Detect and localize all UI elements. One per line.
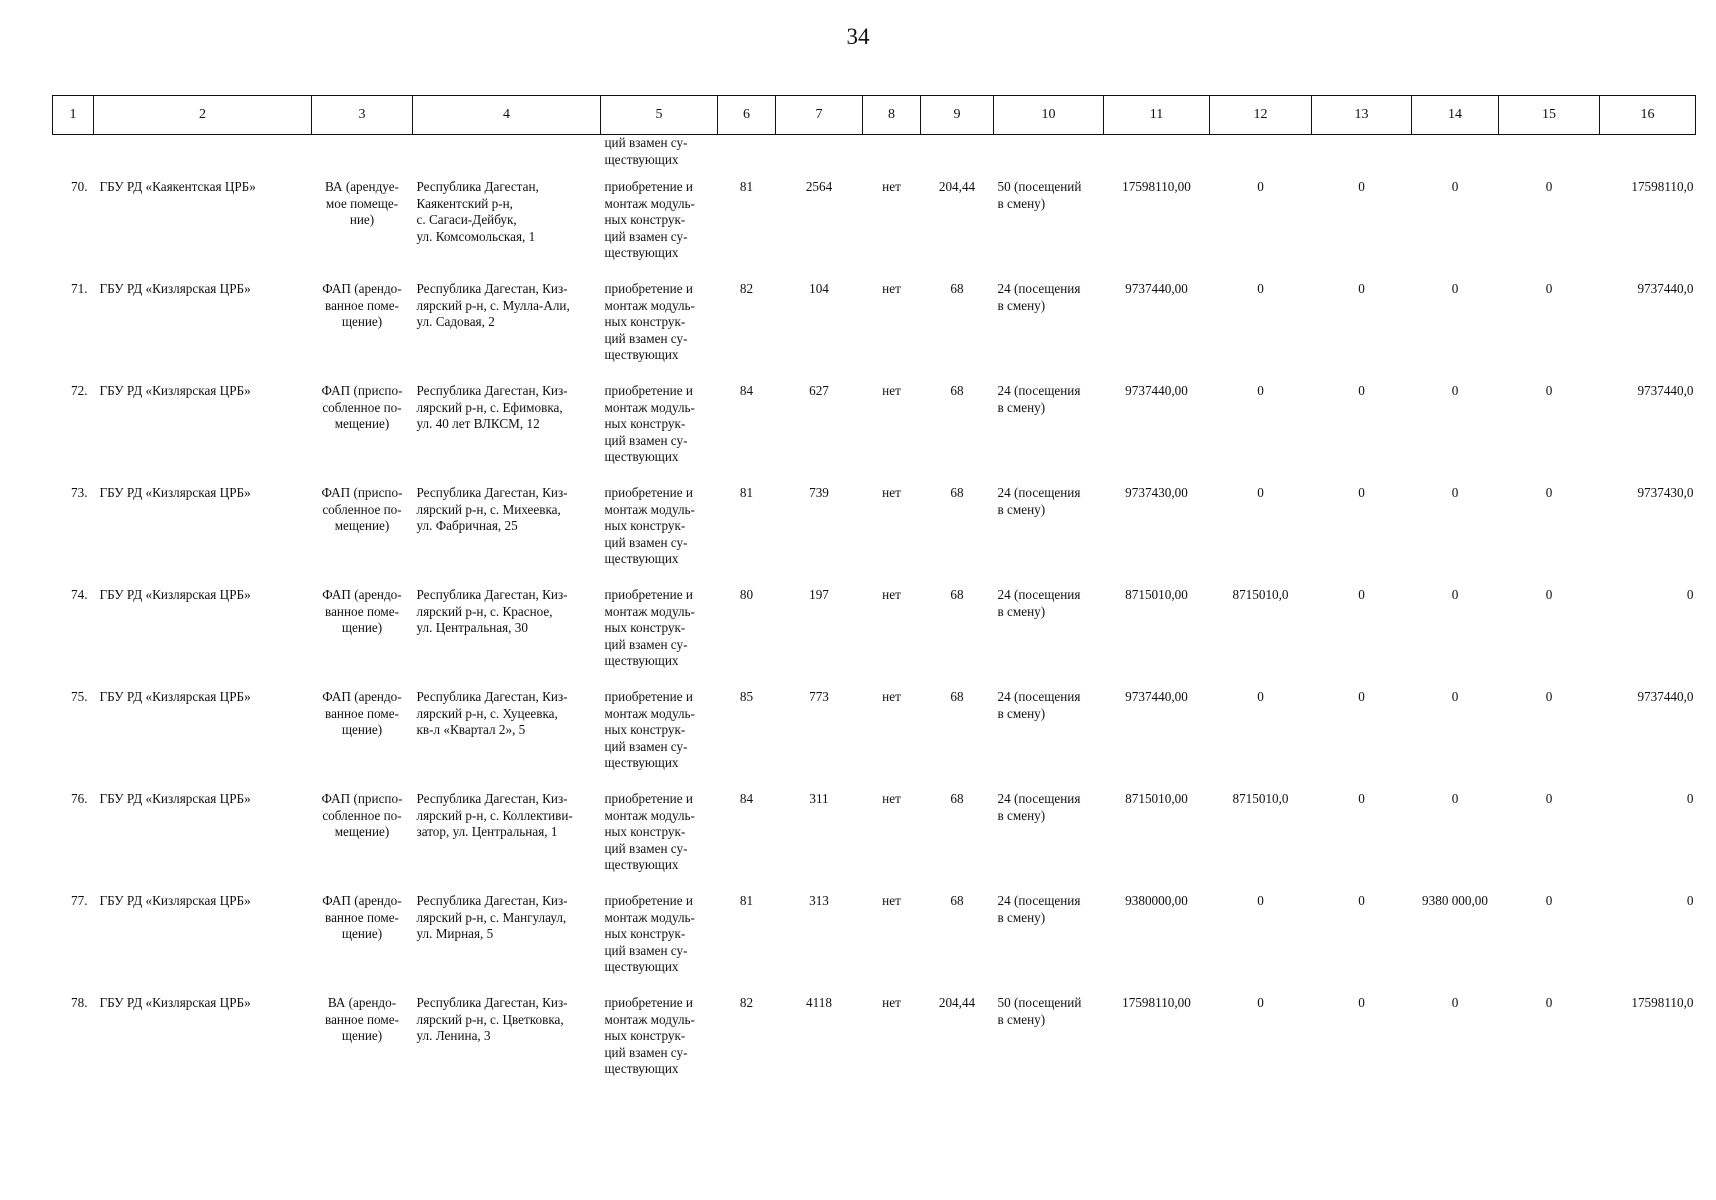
facility-type-line: ние) [349,212,375,228]
capacity-line: в смену) [997,603,1046,619]
capacity-line: в смену) [997,399,1046,415]
header-cell-5: 5 [601,96,718,135]
header-cell-13: 13 [1312,96,1412,135]
capacity-line: в смену) [997,705,1046,721]
planned-action [601,179,718,281]
planned-action-line: ций взамен су- [604,228,688,244]
facility-address-line: Республика Дагестан, Киз- [416,587,568,602]
col-14-value: 0 [1451,791,1459,806]
facility-address-line: лярский р-н, с. Мулла-Али, [416,297,570,313]
capacity-line: в смену) [997,195,1046,211]
facility-type [312,485,413,587]
facility-address-line: лярский р-н, с. Мангулаул, [416,909,567,925]
col-7-value: 313 [809,893,829,908]
col-8-value: нет [882,383,901,398]
facility-address-line: ул. Садовая, 2 [416,314,495,330]
facility-address-line: лярский р-н, с. Коллективи- [416,807,573,823]
facility-type-line: щение) [341,314,383,330]
col-8-value: нет [882,995,901,1010]
row-number: 74. [71,587,88,602]
capacity-line: в смену) [997,297,1046,313]
col-12-value: 0 [1257,383,1264,398]
facility-address-line: ул. Центральная, 30 [416,620,528,636]
facility-type-line: собленное по- [322,807,402,823]
col-13-value: 0 [1358,995,1365,1010]
facility-type-line: ванное поме- [325,909,399,925]
col-7-value: 627 [809,383,829,398]
col-8-value: нет [882,281,901,296]
facility-address [413,995,601,1097]
col-6-value: 81 [739,179,754,194]
organization-name: ГБУ РД «Кизлярская ЦРБ» [99,383,251,398]
facility-type-line: мещение) [334,824,390,840]
capacity [994,587,1104,689]
row-number: 76. [71,791,88,806]
facility-address-line: Республика Дагестан, Киз- [416,383,568,398]
col-9-value: 68 [950,791,964,806]
planned-action-line: монтаж модуль- [604,297,695,313]
facility-address-line: ул. Ленина, 3 [416,1028,491,1044]
col-11-value: 8715010,00 [1125,587,1188,602]
facility-type-line: ФАП (арендо- [322,281,402,296]
header-cell-1: 1 [53,96,94,135]
header-cell-2: 2 [94,96,312,135]
facility-type-line: щение) [341,722,383,738]
planned-action-line: монтаж модуль- [604,399,695,415]
continuation-text [601,135,718,180]
planned-action-line: ций взамен су- [604,942,688,958]
facility-type [312,791,413,893]
col-14-value: 0 [1451,995,1459,1010]
facility-address-line: кв-л «Квартал 2», 5 [416,722,526,738]
planned-action-line: приобретение и [604,383,693,398]
col-9-value: 68 [950,485,964,500]
facility-type [312,587,413,689]
planned-action-line: ществующих [604,551,679,567]
planned-action-line: ществующих [604,959,679,975]
facility-type [312,893,413,995]
col-16-value: 9737440,0 [1637,383,1694,398]
header-cell-3: 3 [312,96,413,135]
col-8-value: нет [882,587,901,602]
organization-name: ГБУ РД «Кизлярская ЦРБ» [99,893,251,908]
col-9-value: 68 [950,587,964,602]
col-12-value: 0 [1257,893,1264,908]
col-6-value: 82 [739,995,754,1010]
planned-action-line: приобретение и [604,893,693,908]
col-7-value: 2564 [805,179,833,194]
facility-address-line: Республика Дагестан, Киз- [416,995,568,1010]
planned-action-line: ных конструк- [604,620,686,636]
facility-type-line: ванное поме- [325,1011,399,1027]
planned-action-line: ществующих [604,245,679,261]
col-11-value: 9737440,00 [1125,281,1188,296]
col-6-value: 81 [739,485,754,500]
header-cell-15: 15 [1499,96,1600,135]
capacity-line: 24 (посещения [997,383,1081,398]
row-number: 70. [71,179,88,194]
col-15-value: 0 [1545,995,1553,1010]
col-15-value: 0 [1545,587,1553,602]
planned-action-line: монтаж модуль- [604,501,695,517]
continuation-row [53,135,1696,180]
continuation-line: ществующих [604,151,679,167]
planned-action-line: ных конструк- [604,314,686,330]
header-cell-4: 4 [413,96,601,135]
facility-type [312,179,413,281]
facility-type [312,383,413,485]
planned-action-line: ных конструк- [604,416,686,432]
facility-type-line: ВА (арендо- [327,995,397,1010]
planned-action-line: монтаж модуль- [604,1011,695,1027]
facility-type [312,995,413,1097]
header-cell-14: 14 [1412,96,1499,135]
col-11-value: 8715010,00 [1125,791,1188,806]
facility-type [312,281,413,383]
col-13-value: 0 [1358,791,1365,806]
organization-name: ГБУ РД «Кизлярская ЦРБ» [99,689,251,704]
planned-action-line: монтаж модуль- [604,807,695,823]
facility-type-line: ФАП (арендо- [322,587,402,602]
planned-action-line: приобретение и [604,587,693,602]
capacity-line: в смену) [997,1011,1046,1027]
facility-type-line: мое помеще- [325,195,399,211]
row-number: 78. [71,995,88,1010]
data-table [52,95,1696,1097]
col-16-value: 9737440,0 [1637,281,1694,296]
col-16-value: 0 [1686,587,1694,602]
planned-action [601,791,718,893]
facility-type-line: ФАП (арендо- [322,689,402,704]
planned-action-line: ных конструк- [604,518,686,534]
col-14-value: 0 [1451,179,1459,194]
planned-action-line: ций взамен су- [604,534,688,550]
col-7-value: 104 [809,281,829,296]
capacity [994,485,1104,587]
col-12-value: 0 [1257,995,1264,1010]
organization-name: ГБУ РД «Кизлярская ЦРБ» [99,485,251,500]
header-cell-7: 7 [776,96,863,135]
col-9-value: 68 [950,893,964,908]
col-16-value: 9737430,0 [1637,485,1694,500]
col-12-value: 8715010,0 [1232,791,1289,806]
planned-action-line: ных конструк- [604,824,686,840]
col-14-value: 0 [1451,281,1459,296]
col-9-value: 68 [950,383,964,398]
facility-address-line: лярский р-н, с. Ефимовка, [416,399,563,415]
facility-address-line: лярский р-н, с. Михеевка, [416,501,561,517]
capacity-line: 24 (посещения [997,485,1081,500]
col-8-value: нет [882,791,901,806]
planned-action [601,587,718,689]
facility-type-line: ФАП (приспо- [321,383,403,398]
facility-type-line: щение) [341,620,383,636]
col-13-value: 0 [1358,179,1365,194]
capacity [994,179,1104,281]
facility-type-line: собленное по- [322,399,402,415]
facility-type-line: ФАП (арендо- [322,893,402,908]
col-7-value: 4118 [806,995,832,1010]
facility-address-line: Республика Дагестан, Киз- [416,689,568,704]
col-14-value: 0 [1451,383,1459,398]
facility-type-line: щение) [341,1028,383,1044]
col-9-value: 204,44 [938,995,976,1010]
organization-name: ГБУ РД «Кизлярская ЦРБ» [99,281,251,296]
planned-action [601,893,718,995]
planned-action-line: монтаж модуль- [604,705,695,721]
facility-address [413,281,601,383]
col-7-value: 773 [809,689,829,704]
col-11-value: 9380000,00 [1125,893,1188,908]
facility-address-line: ул. Комсомольская, 1 [416,228,536,244]
planned-action-line: монтаж модуль- [604,909,695,925]
planned-action-line: ществующих [604,449,679,465]
capacity-line: 50 (посещений [997,179,1082,194]
header-cell-6: 6 [718,96,776,135]
facility-type-line: щение) [341,926,383,942]
planned-action-line: приобретение и [604,791,693,806]
col-9-value: 68 [950,281,964,296]
col-6-value: 85 [739,689,754,704]
capacity [994,995,1104,1097]
col-14-value: 0 [1451,587,1459,602]
col-16-value: 17598110,0 [1631,179,1694,194]
planned-action-line: приобретение и [604,995,693,1010]
facility-type-line: ванное поме- [325,297,399,313]
capacity [994,893,1104,995]
col-13-value: 0 [1358,485,1365,500]
facility-type-line: ФАП (приспо- [321,485,403,500]
planned-action [601,281,718,383]
header-row [53,96,1696,135]
col-6-value: 84 [739,791,754,806]
capacity [994,689,1104,791]
capacity [994,791,1104,893]
table-row [53,383,1696,485]
facility-type-line: собленное по- [322,501,402,517]
facility-address [413,485,601,587]
facility-address-line: лярский р-н, с. Цветковка, [416,1011,564,1027]
table-row [53,791,1696,893]
col-9-value: 68 [950,689,964,704]
col-6-value: 82 [739,281,754,296]
col-14-value: 0 [1451,689,1459,704]
facility-address-line: ул. Мирная, 5 [416,926,494,942]
facility-address [413,791,601,893]
col-16-value: 17598110,0 [1631,995,1694,1010]
table-row [53,689,1696,791]
facility-address [413,179,601,281]
col-12-value: 0 [1257,281,1264,296]
planned-action-line: ций взамен су- [604,1044,688,1060]
table-row [53,893,1696,995]
planned-action-line: ных конструк- [604,212,686,228]
planned-action [601,485,718,587]
header-cell-9: 9 [921,96,994,135]
col-15-value: 0 [1545,689,1553,704]
col-6-value: 84 [739,383,754,398]
facility-type-line: ФАП (приспо- [321,791,403,806]
facility-type-line: мещение) [334,416,390,432]
planned-action-line: ществующих [604,653,679,669]
organization-name: ГБУ РД «Каякентская ЦРБ» [99,179,256,194]
row-number: 71. [71,281,88,296]
col-13-value: 0 [1358,893,1365,908]
capacity-line: в смену) [997,909,1046,925]
planned-action-line: ных конструк- [604,722,686,738]
facility-address-line: Республика Дагестан, Киз- [416,485,568,500]
facility-address [413,587,601,689]
table-row [53,587,1696,689]
facility-address-line: Республика Дагестан, Киз- [416,281,568,296]
facility-address-line: Каякентский р-н, [416,195,513,211]
facility-type-line: ванное поме- [325,705,399,721]
capacity [994,281,1104,383]
col-14-value: 9380 000,00 [1422,893,1488,908]
planned-action-line: ций взамен су- [604,636,688,652]
facility-address-line: ул. 40 лет ВЛКСМ, 12 [416,416,540,432]
col-13-value: 0 [1358,689,1365,704]
planned-action-line: ществующих [604,1061,679,1077]
col-16-value: 0 [1686,791,1694,806]
table-row [53,995,1696,1097]
facility-type [312,689,413,791]
organization-name: ГБУ РД «Кизлярская ЦРБ» [99,791,251,806]
col-8-value: нет [882,179,901,194]
organization-name: ГБУ РД «Кизлярская ЦРБ» [99,995,251,1010]
col-16-value: 0 [1686,893,1694,908]
facility-address-line: Республика Дагестан, [416,179,539,194]
col-12-value: 0 [1257,179,1264,194]
facility-address-line: лярский р-н, с. Красное, [416,603,553,619]
facility-address-line: ул. Фабричная, 25 [416,518,518,534]
capacity-line: 24 (посещения [997,791,1081,806]
capacity-line: 24 (посещения [997,587,1081,602]
col-12-value: 8715010,0 [1232,587,1289,602]
col-11-value: 17598110,00 [1122,995,1191,1010]
col-11-value: 9737440,00 [1125,383,1188,398]
facility-type-line: мещение) [334,518,390,534]
capacity-line: 24 (посещения [997,689,1081,704]
col-15-value: 0 [1545,485,1553,500]
col-8-value: нет [882,485,901,500]
facility-address-line: лярский р-н, с. Хуцеевка, [416,705,558,721]
col-9-value: 204,44 [938,179,976,194]
row-number: 75. [71,689,88,704]
col-15-value: 0 [1545,281,1553,296]
facility-address-line: Республика Дагестан, Киз- [416,893,568,908]
planned-action-line: приобретение и [604,179,693,194]
planned-action-line: приобретение и [604,689,693,704]
capacity-line: 50 (посещений [997,995,1082,1010]
row-number: 77. [71,893,88,908]
capacity-line: в смену) [997,501,1046,517]
col-8-value: нет [882,689,901,704]
planned-action [601,689,718,791]
planned-action-line: приобретение и [604,281,693,296]
continuation-line: ций взамен су- [604,135,688,150]
table-row [53,179,1696,281]
header-cell-8: 8 [863,96,921,135]
facility-address-line: затор, ул. Центральная, 1 [416,824,558,840]
capacity-line: 24 (посещения [997,281,1081,296]
planned-action-line: ных конструк- [604,1028,686,1044]
col-15-value: 0 [1545,179,1553,194]
col-14-value: 0 [1451,485,1459,500]
col-7-value: 197 [809,587,829,602]
planned-action-line: монтаж модуль- [604,195,695,211]
planned-action-line: ществующих [604,857,679,873]
facility-address [413,893,601,995]
planned-action-line: ций взамен су- [604,840,688,856]
col-12-value: 0 [1257,689,1264,704]
planned-action [601,995,718,1097]
col-7-value: 739 [809,485,829,500]
planned-action [601,383,718,485]
capacity-line: 24 (посещения [997,893,1081,908]
col-11-value: 9737430,00 [1125,485,1188,500]
col-15-value: 0 [1545,383,1553,398]
col-11-value: 9737440,00 [1125,689,1188,704]
planned-action-line: ных конструк- [604,926,686,942]
col-16-value: 9737440,0 [1637,689,1694,704]
planned-action-line: ций взамен су- [604,738,688,754]
col-6-value: 80 [739,587,754,602]
row-number: 72. [71,383,88,398]
header-cell-11: 11 [1104,96,1210,135]
organization-name: ГБУ РД «Кизлярская ЦРБ» [99,587,251,602]
header-cell-16: 16 [1600,96,1696,135]
header-cell-10: 10 [994,96,1104,135]
col-15-value: 0 [1545,893,1553,908]
planned-action-line: ций взамен су- [604,432,688,448]
col-15-value: 0 [1545,791,1553,806]
col-7-value: 311 [809,791,829,806]
col-6-value: 81 [739,893,754,908]
facility-address [413,689,601,791]
row-number: 73. [71,485,88,500]
col-12-value: 0 [1257,485,1264,500]
facility-address-line: с. Сагаси-Дейбук, [416,212,517,228]
capacity [994,383,1104,485]
col-13-value: 0 [1358,281,1365,296]
planned-action-line: монтаж модуль- [604,603,695,619]
col-8-value: нет [882,893,901,908]
planned-action-line: ществующих [604,755,679,771]
facility-type-line: ванное поме- [325,603,399,619]
page-number: 34 [846,24,870,49]
col-13-value: 0 [1358,383,1365,398]
table-row [53,281,1696,383]
planned-action-line: ществующих [604,347,679,363]
facility-address [413,383,601,485]
planned-action-line: приобретение и [604,485,693,500]
capacity-line: в смену) [997,807,1046,823]
col-13-value: 0 [1358,587,1365,602]
col-11-value: 17598110,00 [1122,179,1191,194]
planned-action-line: ций взамен су- [604,330,688,346]
header-cell-12: 12 [1210,96,1312,135]
facility-type-line: ВА (арендуе- [325,179,399,194]
table-row [53,485,1696,587]
facility-address-line: Республика Дагестан, Киз- [416,791,568,806]
